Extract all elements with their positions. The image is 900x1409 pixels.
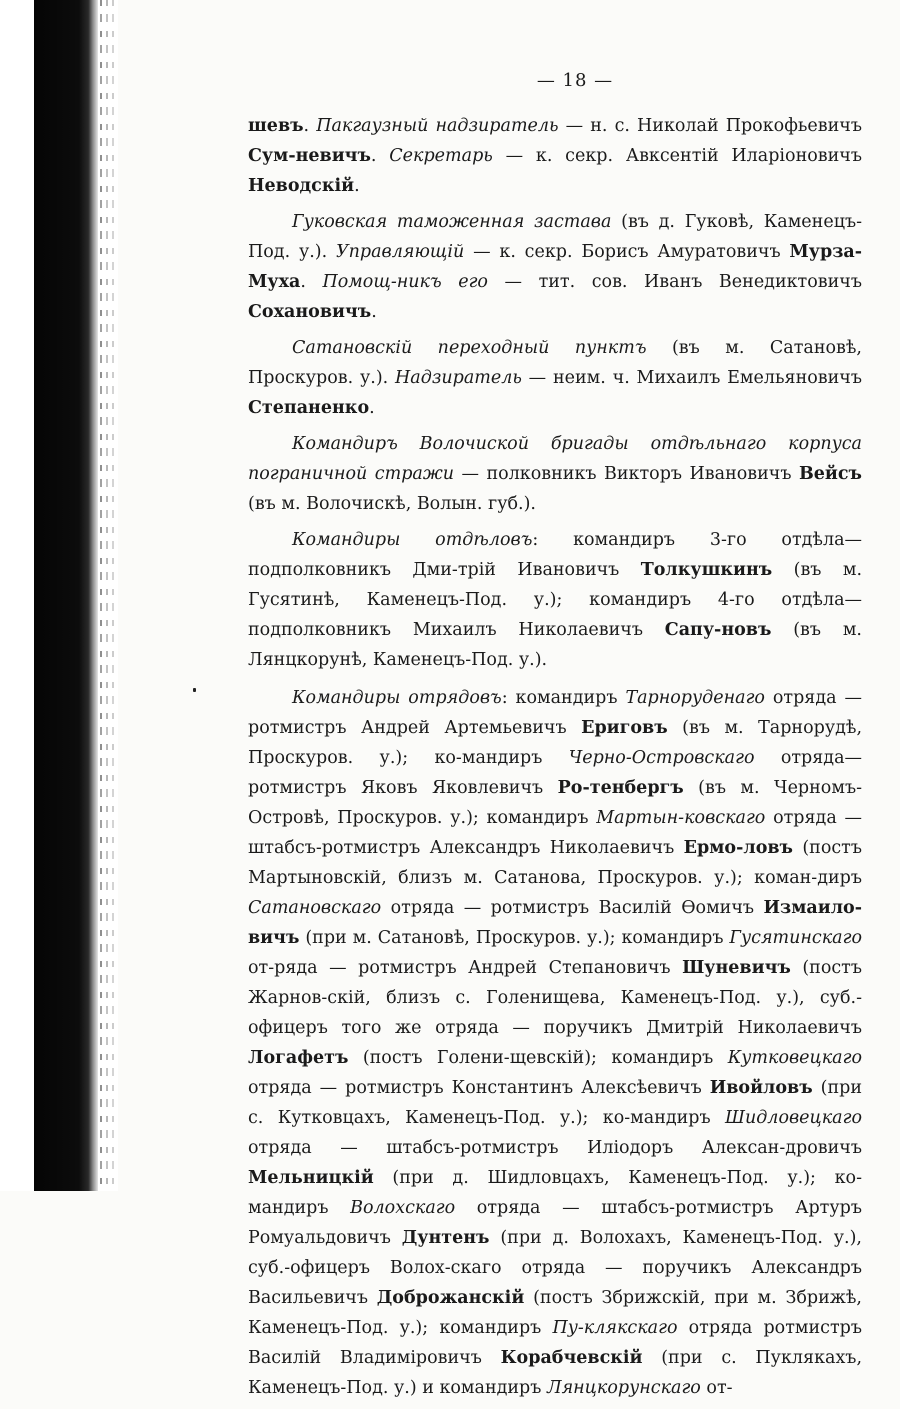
text-run: (въ м. Тарнорудѣ, Проскуров. у.); ко-мандиръ <box>248 718 863 768</box>
text-run: . <box>303 116 317 136</box>
page-body <box>248 111 862 1403</box>
italic-term: Гуковская таможенная застава <box>292 212 612 232</box>
text-run: отряда — штабсъ-ротмистръ Александръ Николаевичъ <box>248 808 863 858</box>
paragraph <box>248 207 862 327</box>
text-run: (при м. Сатановѣ, Проскуров. у.); командиръ <box>299 928 730 948</box>
page-number: — 18 — <box>536 70 614 91</box>
italic-term: Тарноруденаго <box>625 688 765 708</box>
text-run: отряда—ротмистръ Яковъ Яковлевичъ <box>248 748 862 798</box>
text-run: (при с. Пуклякахъ, Каменецъ-Под. у.) и командиръ <box>248 1348 863 1398</box>
text-run: (въ м. Лянцкорунѣ, Каменецъ-Под. у.). <box>248 620 862 670</box>
text-run: (постъ Голени-щевскій); командиръ <box>348 1048 728 1068</box>
italic-term: Сатановскій переходный пунктъ <box>292 338 647 358</box>
text-run: : командиръ <box>501 688 626 708</box>
surname: Сохановичъ <box>248 302 372 322</box>
italic-term: Пу-клякскаго <box>552 1318 678 1338</box>
italic-term: Надзиратель <box>395 368 522 388</box>
text-run: отряда ротмистръ Василій Владиміровичъ <box>248 1318 862 1368</box>
italic-term: Кутковецкаго <box>727 1048 862 1068</box>
italic-term: Командиры отдѣловъ <box>292 530 533 550</box>
surname: Сапу-новъ <box>664 620 772 640</box>
italic-term: Управляющій <box>336 242 465 262</box>
text-run: — тит. сов. Иванъ Венедиктовичъ <box>487 272 862 292</box>
italic-term: Секретарь <box>389 146 493 166</box>
surname: шевъ <box>248 116 304 136</box>
text-run: отряда — ротмистръ Андрей Артемьевичъ <box>248 688 862 738</box>
italic-term: Шидловецкаго <box>724 1108 862 1128</box>
text-run: (при д. Шидловцахъ, Каменецъ-Под. у.); ко-мандиръ <box>248 1168 862 1218</box>
text-run: — полковникъ Викторъ Ивановичъ <box>454 464 799 484</box>
text-run: (при д. Волохахъ, Каменецъ-Под. у.), суб.-офицеръ Волох-скаго отряда — поручикъ Александръ Васильевичъ <box>248 1228 862 1308</box>
italic-term: Командиры отрядовъ <box>292 688 502 708</box>
text-run: — н. с. Николай Прокофьевичъ <box>558 116 862 136</box>
italic-term: Сатановскаго <box>248 898 382 918</box>
text-run: отряда — штабсъ-ротмистръ Артуръ Ромуальдовичъ <box>248 1198 862 1248</box>
italic-term: Волохскаго <box>350 1198 456 1218</box>
paragraph <box>248 333 862 423</box>
surname: Шуневичъ <box>682 958 791 978</box>
text-run: (постъ Жарнов-скій, близъ с. Голенищева, Каменецъ-Под. у.), суб.-офицеръ того же отряда — поручикъ Дмитрій Николаевичъ <box>248 958 862 1038</box>
surname: Степаненко <box>248 398 370 418</box>
text-run: отряда — штабсъ-ротмистръ Иліодоръ Алексан-дровичъ <box>248 1138 862 1158</box>
text-run: . <box>371 302 377 322</box>
paragraph <box>248 525 862 675</box>
text-run: . <box>300 272 323 292</box>
italic-term: Пакгаузный надзиратель <box>316 116 559 136</box>
text-run: (въ м. Гусятинѣ, Каменецъ-Под. у.); командиръ 4-го отдѣла—подполковникъ Михаилъ Николаевичъ <box>248 560 863 640</box>
paragraph <box>248 111 862 201</box>
text-run: . <box>370 146 390 166</box>
document-page <box>248 70 862 1409</box>
surname: Мурза-Муха <box>248 242 862 292</box>
surname: Ермо-ловъ <box>683 838 793 858</box>
surname: Ериговъ <box>581 718 668 738</box>
text-run: — к. секр. Борисъ Амуратовичъ <box>464 242 790 262</box>
italic-term: Гусятинскаго <box>729 928 862 948</box>
text-run: (въ м. Волочискѣ, Волын. губ.). <box>248 494 536 514</box>
text-run: (въ м. Сатановѣ, Проскуров. у.). <box>248 338 862 388</box>
ink-speck <box>193 688 196 692</box>
italic-term: Командиръ Волочиской бригады отдѣльнаго корпуса пограничной стражи <box>248 434 862 484</box>
text-run: : командиръ 3-го отдѣла—подполковникъ Дми-трій Ивановичъ <box>248 530 863 580</box>
surname: Логафетъ <box>248 1048 349 1068</box>
text-run: — к. секр. Авксентій Иларіоновичъ <box>492 146 862 166</box>
surname: Мельницкій <box>248 1168 374 1188</box>
surname: Ро-тенбергъ <box>557 778 684 798</box>
paragraph <box>248 429 862 519</box>
text-run: . <box>354 176 360 196</box>
spine-dark-band <box>34 0 98 1191</box>
spine-streak <box>106 0 108 1191</box>
spine-streak <box>112 0 114 1191</box>
text-run: — неим. ч. Михаилъ Емельяновичъ <box>521 368 862 388</box>
italic-term: Мартын-ковскаго <box>596 808 766 828</box>
book-spine-shadow <box>0 0 118 1191</box>
surname: Сум-невичъ <box>248 146 371 166</box>
italic-term: Черно-Островскаго <box>568 748 755 768</box>
text-run: (въ д. Гуковѣ, Каменецъ-Под. у.). <box>248 212 862 262</box>
surname: Измаило-вичъ <box>248 898 862 948</box>
text-run: отряда — ротмистръ Константинъ Алексѣевичъ <box>248 1078 710 1098</box>
surname: Доброжанскій <box>376 1288 525 1308</box>
text-run: . <box>369 398 375 418</box>
text-run: (постъ Збрижскій, при м. Збрижѣ, Каменецъ-Под. у.); командиръ <box>248 1288 862 1338</box>
italic-term: Помощ-никъ его <box>322 272 488 292</box>
surname: Толкушкинъ <box>640 560 773 580</box>
surname: Неводскій <box>248 176 355 196</box>
paragraph <box>248 683 862 1403</box>
text-run: отряда — ротмистръ Василій Ѳомичъ <box>381 898 764 918</box>
text-run: от- <box>700 1378 733 1398</box>
text-run: (постъ Мартыновскій, близъ м. Сатанова, Проскуров. у.); коман-диръ <box>248 838 862 888</box>
surname: Корабчевскій <box>500 1348 643 1368</box>
text-run: (въ м. Черномъ-Островѣ, Проскуров. у.); командиръ <box>248 778 862 828</box>
surname: Вейсъ <box>799 464 862 484</box>
surname: Ивойловъ <box>709 1078 813 1098</box>
spine-streak <box>100 0 102 1191</box>
text-run: от-ряда — ротмистръ Андрей Степановичъ <box>248 958 683 978</box>
italic-term: Лянцкорунскаго <box>546 1378 701 1398</box>
text-run: (при с. Кутковцахъ, Каменецъ-Под. у.); ко-мандиръ <box>248 1078 863 1128</box>
surname: Дунтенъ <box>401 1228 490 1248</box>
